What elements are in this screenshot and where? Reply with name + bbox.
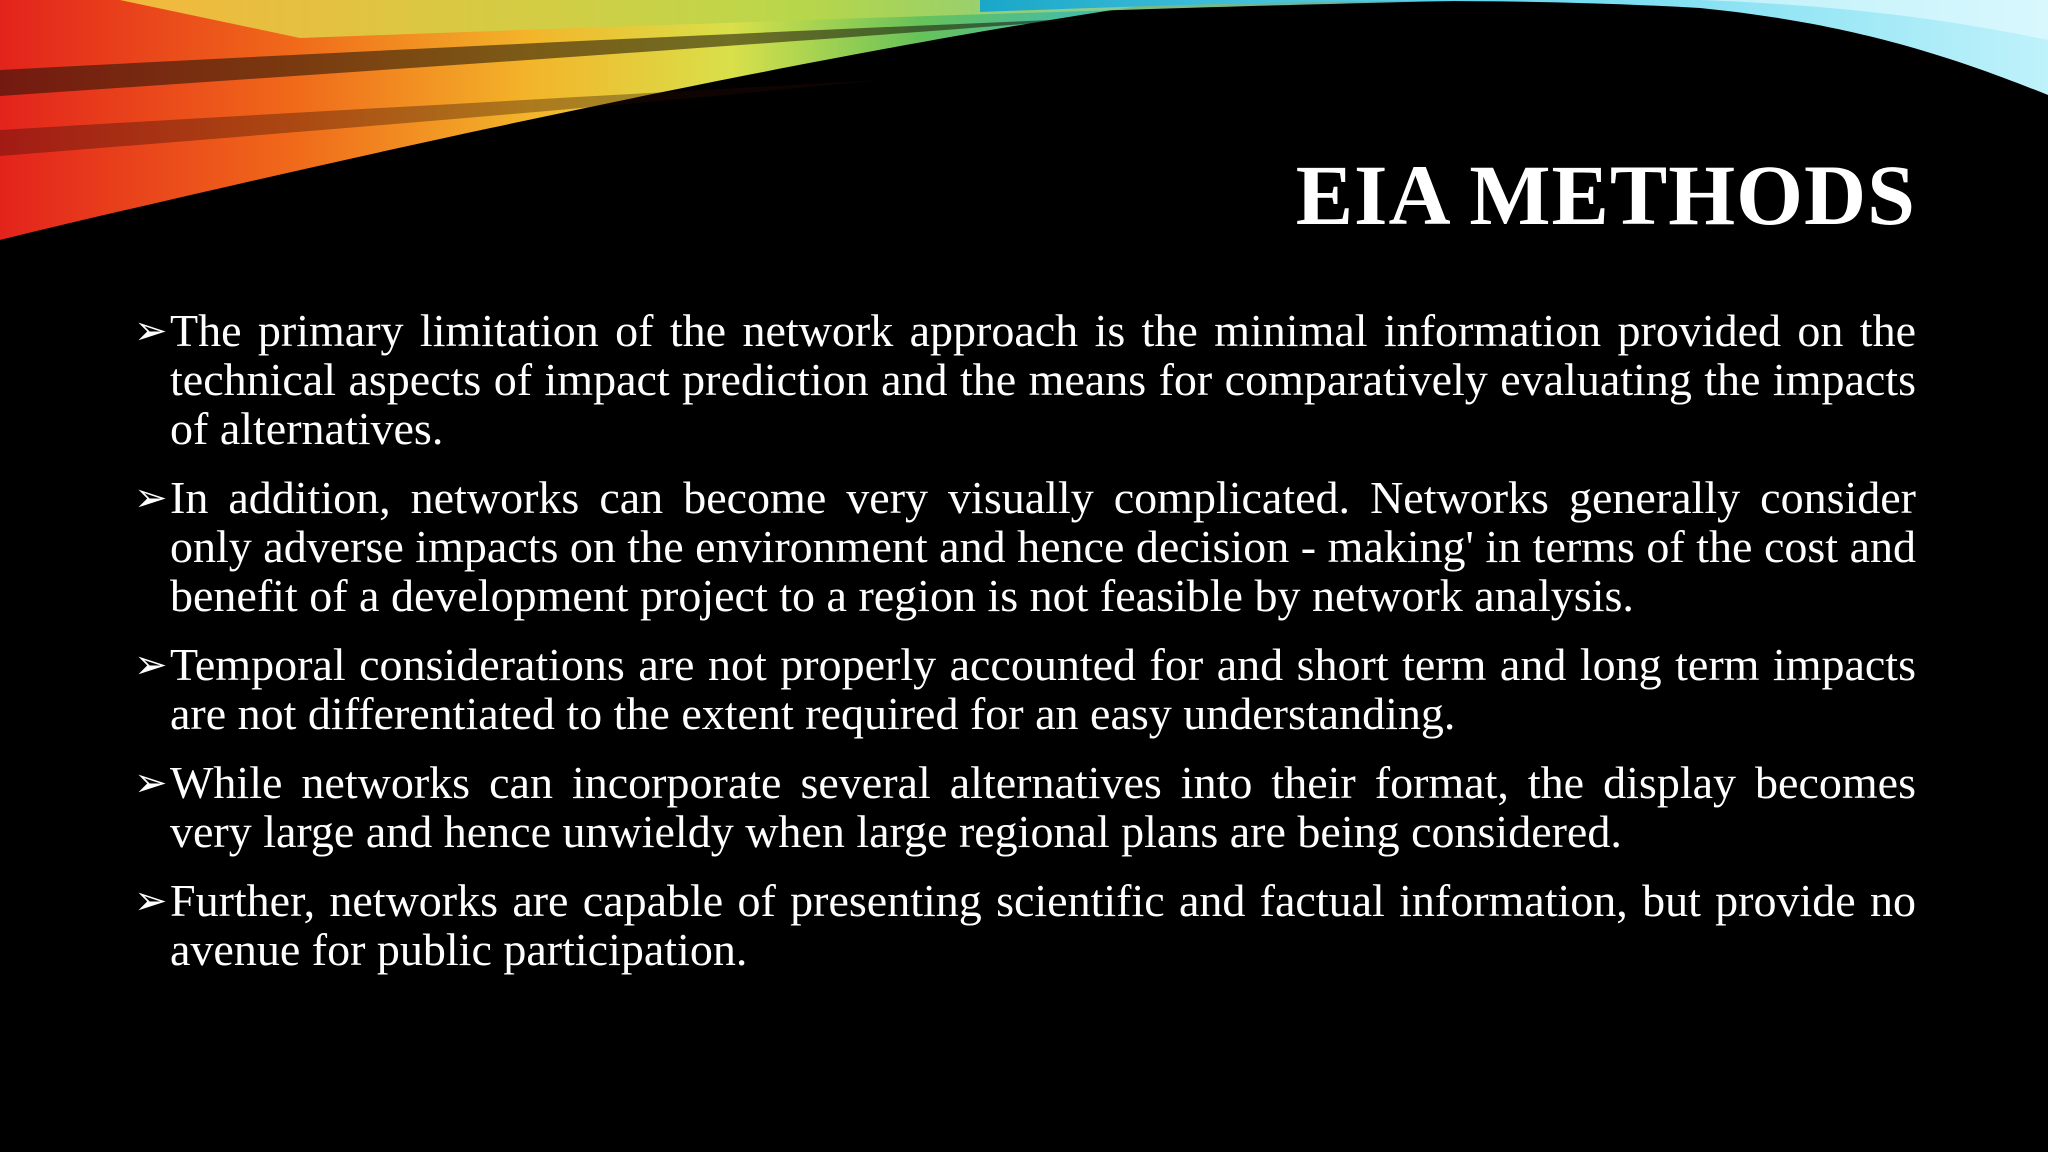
arrow-bullet-icon: ➢ [134,642,168,687]
bullet-text: While networks can incorporate several alternatives into their format, the display becomes very large and hence unwieldy when large regional plans are being considered. [170,757,1916,857]
bullet-item [134,306,1916,453]
bullet-text: In addition, networks can become very visually complicated. Networks generally consider only adverse impacts on the environment and hence decision - making' in terms of the cost and benefit of a development project to a region is not feasible by network analysis. [170,472,1916,621]
arrow-bullet-icon: ➢ [134,308,168,353]
arrow-bullet-icon: ➢ [134,878,168,923]
bullet-item [134,640,1916,738]
bullet-item [134,473,1916,620]
bullet-text: The primary limitation of the network approach is the minimal information provided on the technical aspects of impact prediction and the means for comparatively evaluating the impacts of alternatives. [170,305,1916,454]
bullet-item [134,876,1916,974]
bullet-list [134,306,1916,994]
arrow-bullet-icon: ➢ [134,475,168,520]
bullet-text: Temporal considerations are not properly accounted for and short term and long term impacts are not differentiated to the extent required for an easy understanding. [170,639,1916,739]
arrow-bullet-icon: ➢ [134,760,168,805]
slide-title: EIA METHODS [1295,147,1916,243]
bullet-item [134,758,1916,856]
bullet-text: Further, networks are capable of presenting scientific and factual information, but provide no avenue for public participation. [170,875,1916,975]
